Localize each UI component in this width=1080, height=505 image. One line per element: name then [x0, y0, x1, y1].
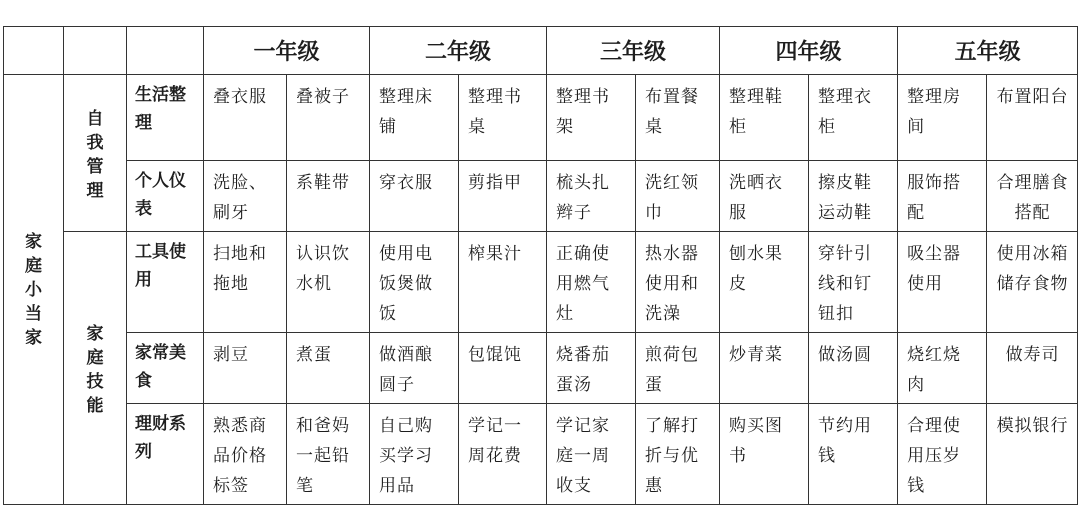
activity-cell: 熟悉商品价格标签	[204, 404, 287, 505]
activity-cell: 学记一周花费	[459, 404, 547, 505]
category-label: 家常美食	[127, 333, 204, 404]
activity-table	[3, 26, 1078, 505]
activity-cell: 吸尘器使用	[898, 232, 987, 333]
activity-cell: 认识饮水机	[287, 232, 370, 333]
activity-cell: 正确使用燃气灶	[547, 232, 636, 333]
activity-cell: 做寿司	[987, 333, 1078, 404]
activity-cell: 系鞋带	[287, 161, 370, 232]
activity-cell: 做汤圆	[809, 333, 898, 404]
grade-header: 三年级	[547, 27, 720, 75]
category-label: 生活整理	[127, 75, 204, 161]
table-row	[4, 161, 1078, 232]
corner-cell	[127, 27, 204, 75]
activity-cell: 整理鞋柜	[720, 75, 809, 161]
activity-cell: 穿衣服	[370, 161, 459, 232]
activity-cell: 洗脸、刷牙	[204, 161, 287, 232]
activity-cell: 烧番茄蛋汤	[547, 333, 636, 404]
activity-cell: 剥豆	[204, 333, 287, 404]
grade-header: 二年级	[370, 27, 547, 75]
activity-cell: 整理书架	[547, 75, 636, 161]
activity-cell: 叠被子	[287, 75, 370, 161]
activity-cell: 布置阳台	[987, 75, 1078, 161]
activity-cell: 使用冰箱储存食物	[987, 232, 1078, 333]
activity-cell: 整理房间	[898, 75, 987, 161]
header-row	[4, 27, 1078, 75]
activity-cell: 合理膳食搭配	[987, 161, 1078, 232]
activity-cell: 合理使用压岁钱	[898, 404, 987, 505]
activity-cell: 洗晒衣服	[720, 161, 809, 232]
activity-cell: 自己购买学习用品	[370, 404, 459, 505]
activity-cell: 整理衣柜	[809, 75, 898, 161]
grade-header: 四年级	[720, 27, 898, 75]
activity-cell: 学记家庭一周收支	[547, 404, 636, 505]
category-label: 工具使用	[127, 232, 204, 333]
table-row	[4, 232, 1078, 333]
activity-cell: 扫地和拖地	[204, 232, 287, 333]
group-title: 自 我 管 理	[64, 75, 127, 232]
activity-cell: 节约用钱	[809, 404, 898, 505]
corner-cell	[4, 27, 64, 75]
group-title: 家 庭 技 能	[64, 232, 127, 505]
activity-cell: 了解打折与优惠	[636, 404, 720, 505]
activity-cell: 热水器使用和洗澡	[636, 232, 720, 333]
activity-cell: 榨果汁	[459, 232, 547, 333]
activity-cell: 整理书桌	[459, 75, 547, 161]
activity-cell: 煮蛋	[287, 333, 370, 404]
activity-cell: 炒青菜	[720, 333, 809, 404]
activity-cell: 服饰搭配	[898, 161, 987, 232]
table-row	[4, 404, 1078, 505]
activity-cell: 模拟银行	[987, 404, 1078, 505]
activity-cell: 烧红烧肉	[898, 333, 987, 404]
activity-cell: 做酒酿圆子	[370, 333, 459, 404]
activity-cell: 购买图书	[720, 404, 809, 505]
activity-cell: 煎荷包蛋	[636, 333, 720, 404]
activity-cell: 刨水果皮	[720, 232, 809, 333]
activity-cell: 和爸妈一起铅笔	[287, 404, 370, 505]
activity-cell: 整理床铺	[370, 75, 459, 161]
activity-cell: 使用电饭煲做饭	[370, 232, 459, 333]
activity-cell: 布置餐桌	[636, 75, 720, 161]
activity-cell: 叠衣服	[204, 75, 287, 161]
category-label: 个人仪表	[127, 161, 204, 232]
corner-cell	[64, 27, 127, 75]
table-row	[4, 333, 1078, 404]
activity-cell: 剪指甲	[459, 161, 547, 232]
category-label: 理财系列	[127, 404, 204, 505]
activity-cell: 洗红领巾	[636, 161, 720, 232]
activity-cell: 穿针引线和钉钮扣	[809, 232, 898, 333]
activity-cell: 梳头扎辫子	[547, 161, 636, 232]
activity-cell: 擦皮鞋运动鞋	[809, 161, 898, 232]
section-title: 家 庭 小 当 家	[4, 75, 64, 505]
grade-header: 一年级	[204, 27, 370, 75]
activity-cell: 包馄饨	[459, 333, 547, 404]
grade-header: 五年级	[898, 27, 1078, 75]
table-row	[4, 75, 1078, 161]
